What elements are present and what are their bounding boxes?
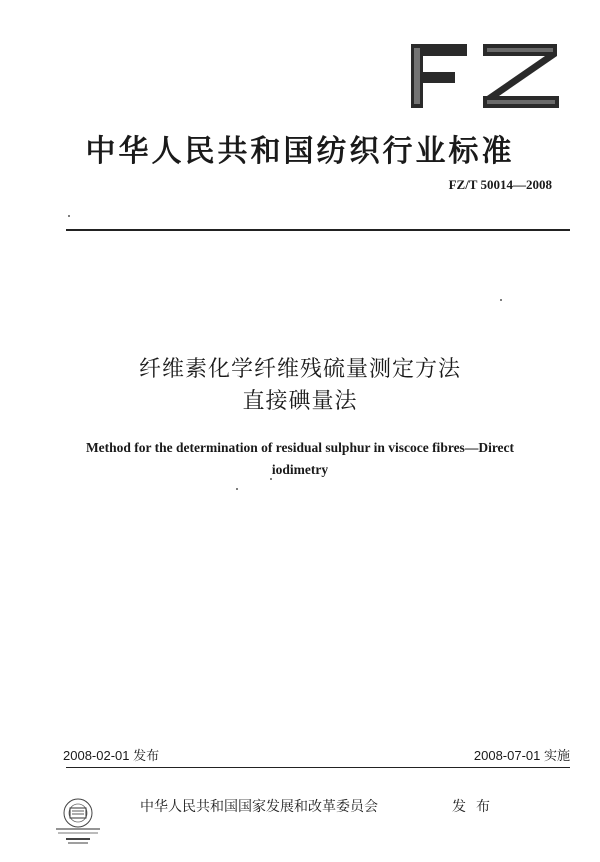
- anti-counterfeit-stamp-icon: [52, 795, 104, 847]
- issue-date: 2008-02-01 发布: [63, 748, 160, 763]
- issuer-name: 中华人民共和国国家发展和改革委员会: [140, 799, 378, 815]
- organization-title: 中华人民共和国纺织行业标准: [85, 134, 515, 169]
- implement-date: 2008-07-01 实施: [473, 748, 570, 763]
- title-en-line2: iodimetry: [271, 462, 329, 477]
- scan-speck: [236, 488, 238, 490]
- top-divider: [66, 229, 570, 231]
- scan-speck: [68, 215, 70, 217]
- scan-speck: [500, 299, 502, 301]
- issue-label: 发布: [452, 799, 500, 815]
- scan-speck: [270, 478, 272, 480]
- fz-logo: [405, 40, 565, 112]
- title-cn-line1: 纤维素化学纤维残硫量测定方法: [138, 357, 461, 382]
- title-en-line1: Method for the determination of residual sulphur in viscoce fibres—Direct: [85, 440, 515, 455]
- bottom-divider: [66, 767, 570, 768]
- standard-code: FZ/T 50014—2008: [448, 177, 552, 192]
- title-cn-line2: 直接碘量法: [242, 389, 358, 414]
